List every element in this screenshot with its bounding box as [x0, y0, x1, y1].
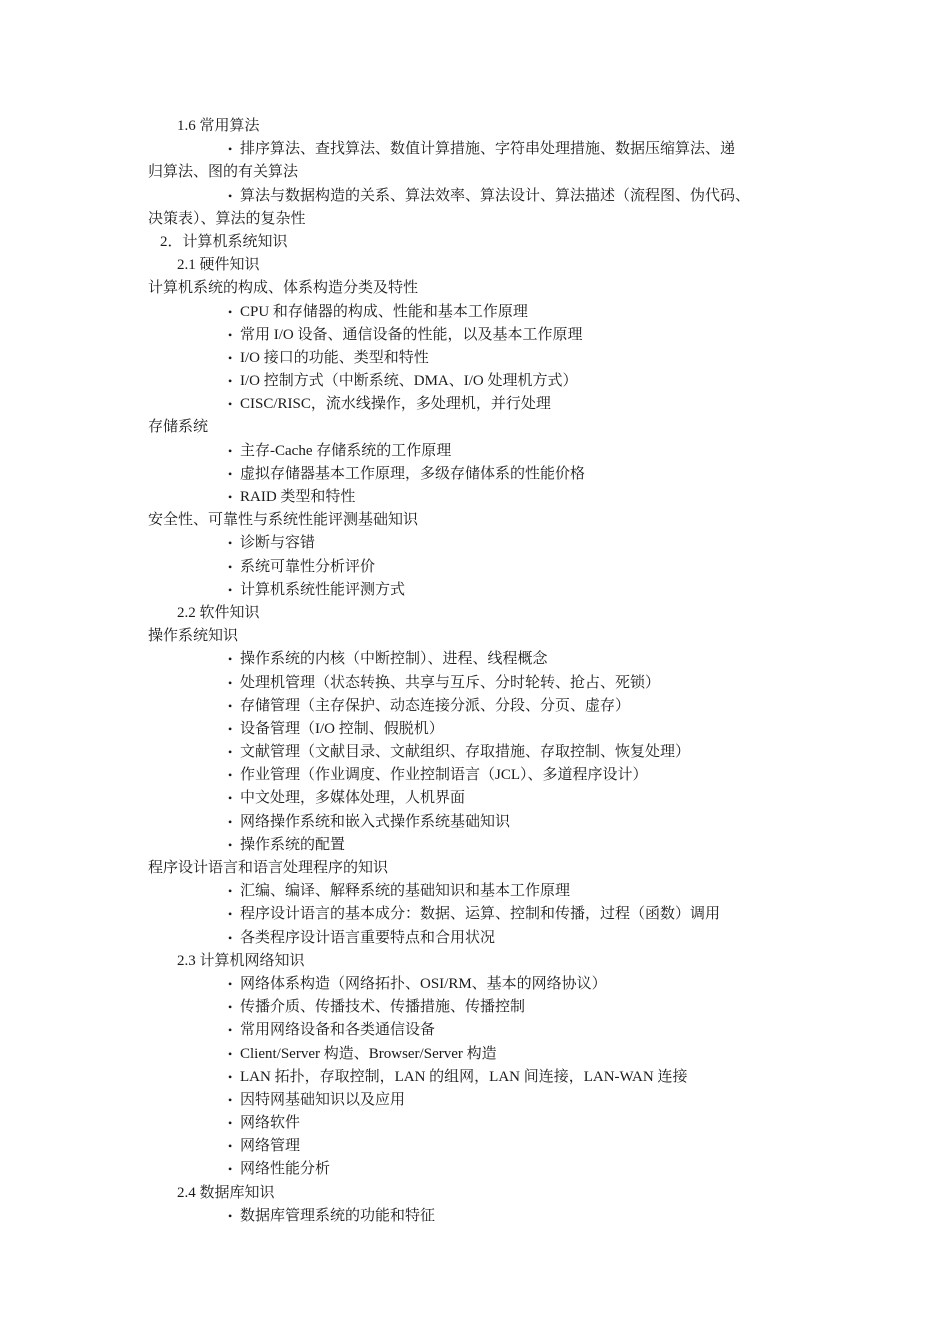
list-item: [0, 695, 950, 718]
list-item-text: CPU 和存储器的构成、性能和基本工作原理: [240, 303, 528, 320]
list-item: [0, 532, 950, 555]
bullet-icon: •: [228, 814, 233, 829]
list-item-text: 计算机系统性能评测方式: [240, 581, 406, 598]
list-item: [0, 787, 950, 810]
bullet-icon: •: [228, 698, 233, 713]
bullet-icon: •: [228, 1023, 233, 1038]
list-item-text: 虚拟存储器基本工作原理，多级存储体系的性能价格: [240, 465, 586, 482]
list-item-text: 常用 I/O 设备、通信设备的性能，以及基本工作原理: [240, 326, 583, 343]
list-item-continuation: 归算法、图的有关算法: [148, 164, 299, 181]
list-item: [0, 996, 950, 1019]
bullet-icon: •: [228, 1139, 233, 1154]
list-item: [0, 579, 950, 602]
list-item-text: 作业管理（作业调度、作业控制语言（JCL）、多道程序设计）: [240, 767, 648, 784]
list-item-text: 设备管理（I/O 控制、假脱机）: [240, 720, 444, 737]
list-item-text: 程序设计语言的基本成分：数据、运算、控制和传播，过程（函数）调用: [240, 906, 721, 923]
list-item-text: 网络管理: [240, 1138, 301, 1155]
list-item-text: 网络体系构造（网络拓扑、OSI/RM、基本的网络协议）: [240, 975, 607, 992]
list-item: [0, 1205, 950, 1228]
bullet-icon: •: [228, 721, 233, 736]
bullet-icon: •: [228, 768, 233, 783]
bullet-icon: •: [228, 559, 233, 574]
group-heading-safety: 安全性、可靠性与系统性能评测基础知识: [148, 512, 419, 529]
list-item-text: Client/Server 构造、Browser/Server 构造: [240, 1045, 497, 1062]
bullet-icon: •: [228, 397, 233, 412]
bullet-icon: •: [228, 1092, 233, 1107]
list-item-text: 存储管理（主存保护、动态连接分派、分段、分页、虚存）: [240, 697, 631, 714]
bullet-icon: •: [228, 1069, 233, 1084]
bullet-icon: •: [228, 1116, 233, 1131]
bullet-icon: •: [228, 976, 233, 991]
list-item: [0, 185, 950, 208]
bullet-icon: •: [228, 745, 233, 760]
list-item: [0, 1066, 950, 1089]
list-item-text: 汇编、编译、解释系统的基础知识和基本工作原理: [240, 883, 571, 900]
list-item-text: 算法与数据构造的关系、算法效率、算法设计、算法描述（流程图、伪代码、: [240, 187, 751, 204]
bullet-icon: •: [228, 327, 233, 342]
group-heading-architecture: 计算机系统的构成、体系构造分类及特性: [148, 280, 419, 297]
bullet-icon: •: [228, 791, 233, 806]
list-item: [0, 1089, 950, 1112]
document-page: [0, 115, 950, 1228]
list-item: [0, 648, 950, 671]
list-item: [0, 718, 950, 741]
section-heading-2: 2．计算机系统知识: [160, 233, 288, 250]
bullet-icon: •: [228, 490, 233, 504]
list-item-text: I/O 接口的功能、类型和特性: [240, 349, 429, 366]
list-item: [0, 903, 950, 926]
section-heading-2-3: 2.3 计算机网络知识: [177, 952, 305, 969]
list-item: [0, 880, 950, 903]
bullet-icon: •: [228, 884, 233, 899]
group-heading-os: 操作系统知识: [148, 628, 239, 645]
list-item: [0, 811, 950, 834]
list-item: [0, 741, 950, 764]
list-item: [0, 370, 950, 393]
list-item-text: 因特网基础知识以及应用: [240, 1091, 406, 1108]
list-item-text: 操作系统的内核（中断控制）、进程、线程概念: [240, 651, 548, 668]
list-item-text: 中文处理，多媒体处理，人机界面: [240, 790, 466, 807]
list-item: [0, 927, 950, 950]
bullet-icon: •: [228, 907, 233, 922]
list-item-text: 排序算法、查找算法、数值计算措施、字符串处理措施、数据压缩算法、递: [240, 141, 736, 158]
list-item-text: 操作系统的配置: [240, 836, 346, 853]
group-heading-language: 程序设计语言和语言处理程序的知识: [148, 860, 389, 876]
section-heading-2-4: 2.4 数据库知识: [177, 1184, 275, 1201]
list-item-text: LAN 拓扑，存取控制，LAN 的组网，LAN 间连接，LAN-WAN 连接: [240, 1068, 688, 1085]
bullet-icon: •: [228, 1162, 233, 1177]
bullet-icon: •: [228, 582, 233, 597]
bullet-icon: •: [228, 930, 233, 945]
list-item-text: 诊断与容错: [240, 535, 316, 552]
list-item: [0, 1112, 950, 1135]
list-item: [0, 764, 950, 787]
group-heading-storage: 存储系统: [148, 419, 209, 436]
list-item-text: 处理机管理（状态转换、共享与互斥、分时轮转、抢占、死锁）: [240, 674, 661, 691]
bullet-icon: •: [228, 536, 233, 551]
list-item-text: 各类程序设计语言重要特点和合用状况: [240, 929, 496, 946]
list-item: [0, 556, 950, 579]
list-item: [0, 463, 950, 486]
list-item: [0, 973, 950, 996]
bullet-icon: •: [228, 466, 233, 481]
bullet-icon: •: [228, 142, 233, 157]
list-item-text: 系统可靠性分析评价: [240, 558, 376, 575]
list-item: [0, 1043, 950, 1066]
list-item: [0, 1158, 950, 1181]
list-item: [0, 393, 950, 416]
list-item-text: 常用网络设备和各类通信设备: [240, 1022, 436, 1039]
list-item: [0, 1135, 950, 1158]
section-heading-1-6: 1.6 常用算法: [177, 118, 260, 134]
list-item-text: 传播介质、传播技术、传播措施、传播控制: [240, 999, 526, 1016]
list-item-text: 网络软件: [240, 1115, 301, 1132]
bullet-icon: •: [228, 350, 233, 365]
list-item: [0, 301, 950, 324]
list-item: [0, 440, 950, 463]
bullet-icon: •: [228, 837, 233, 852]
list-item-text: 网络操作系统和嵌入式操作系统基础知识: [240, 813, 511, 830]
list-item-text: CISC/RISC，流水线操作，多处理机，并行处理: [240, 396, 551, 413]
bullet-icon: •: [228, 443, 233, 458]
bullet-icon: •: [228, 304, 233, 319]
list-item: [0, 138, 950, 161]
section-heading-2-2: 2.2 软件知识: [177, 604, 260, 621]
list-item-text: 文献管理（文献目录、文献组织、存取措施、存取控制、恢复处理）: [240, 744, 691, 761]
bullet-icon: •: [228, 675, 233, 690]
list-item: [0, 1019, 950, 1042]
bullet-icon: •: [228, 1046, 233, 1061]
list-item-continuation: 决策表）、算法的复杂性: [148, 210, 306, 227]
bullet-icon: •: [228, 1208, 233, 1223]
list-item-text: 网络性能分析: [240, 1161, 331, 1178]
list-item-text: 主存-Cache 存储系统的工作原理: [240, 442, 452, 459]
list-item-text: I/O 控制方式（中断系统、DMA、I/O 处理机方式）: [240, 373, 578, 390]
list-item: [0, 486, 950, 509]
list-item-text: 数据库管理系统的功能和特征: [240, 1207, 436, 1224]
bullet-icon: •: [228, 652, 233, 667]
list-item: [0, 834, 950, 857]
list-item: [0, 324, 950, 347]
bullet-icon: •: [228, 188, 233, 203]
list-item: [0, 672, 950, 695]
bullet-icon: •: [228, 1000, 233, 1015]
list-item: [0, 347, 950, 370]
bullet-icon: •: [228, 374, 233, 389]
list-item-text: RAID 类型和特性: [240, 489, 356, 505]
section-heading-2-1: 2.1 硬件知识: [177, 257, 260, 274]
